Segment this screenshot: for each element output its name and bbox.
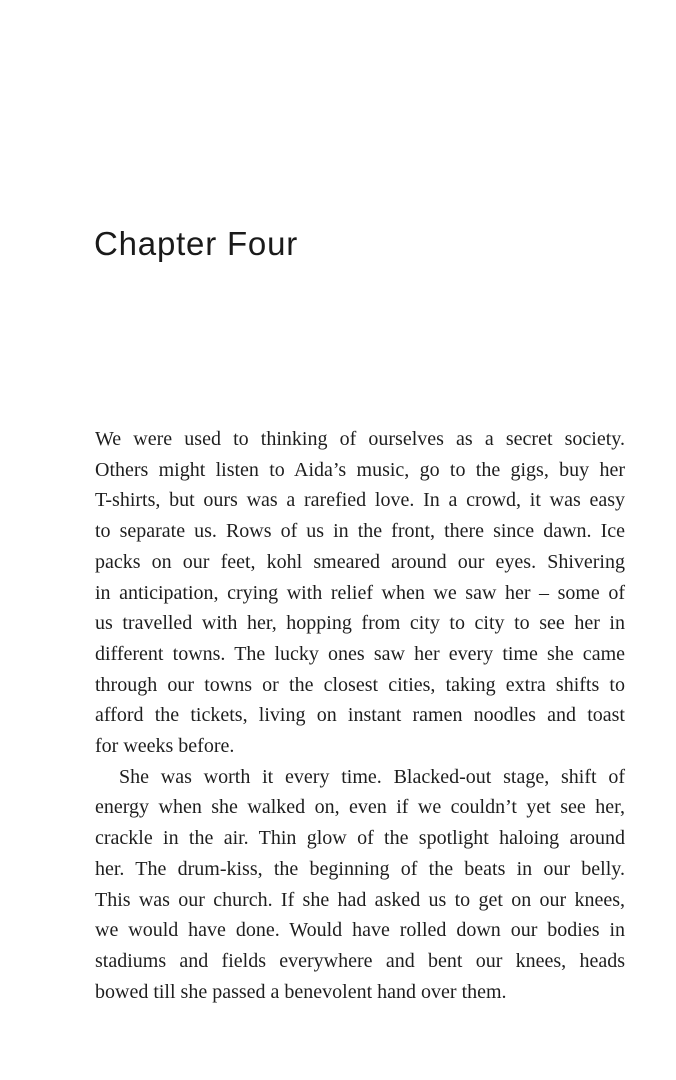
text-line: to separate us. Rows of us in the front, there since dawn. Ice [95,520,625,543]
text-line: crackle in the air. Thin glow of the spotlight haloing around [95,827,625,850]
text-line: She was worth it every time. Blacked-out stage, shift of [119,765,625,788]
text-line: we would have done. Would have rolled down our bodies in [95,919,625,942]
text-line: Others might listen to Aida’s music, go to the gigs, buy her [95,458,625,481]
text-line: energy when she walked on, even if we couldn’t yet see her, [95,796,625,819]
text-line: us travelled with her, hopping from city to city to see her in [95,612,625,635]
text-line: This was our church. If she had asked us to get on our knees, [95,888,625,911]
text-line: for weeks before. [95,735,235,758]
text-line: in anticipation, crying with relief when we saw her – some of [95,581,625,604]
text-block [95,424,625,1007]
text-line: stadiums and fields everywhere and bent our knees, heads [95,949,625,972]
text-line: different towns. The lucky ones saw her every time she came [95,642,625,665]
text-line: bowed till she passed a benevolent hand over them. [95,980,507,1003]
text-line: her. The drum-kiss, the beginning of the beats in our belly. [95,857,625,880]
text-line: afford the tickets, living on instant ramen noodles and toast [95,704,625,727]
text-line: packs on our feet, kohl smeared around our eyes. Shivering [95,550,625,573]
chapter-heading: Chapter Four [94,225,299,263]
text-line: We were used to thinking of ourselves as a secret society. [95,428,625,450]
text-line: T-shirts, but ours was a rarefied love. In a crowd, it was easy [95,489,625,512]
text-line: through our towns or the closest cities, taking extra shifts to [95,673,625,696]
